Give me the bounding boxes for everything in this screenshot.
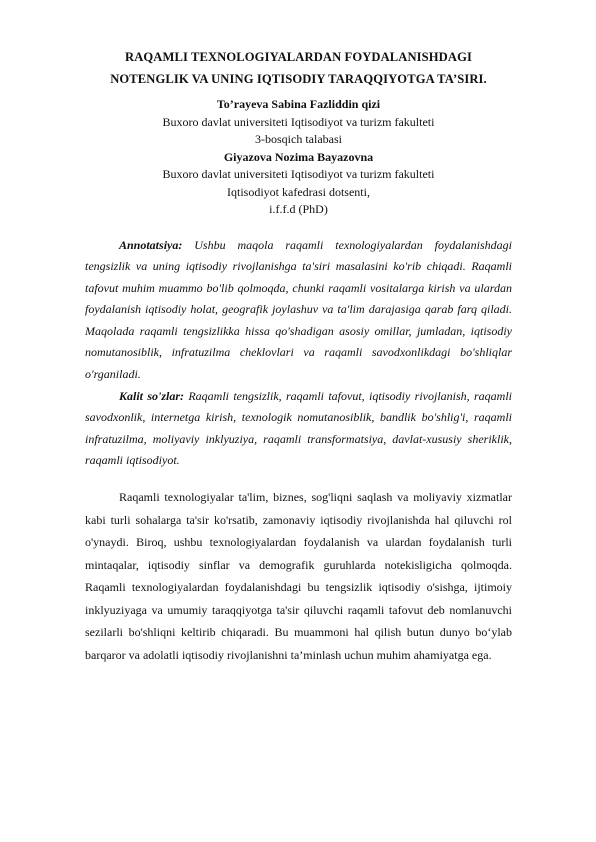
author-name: To’rayeva Sabina Fazliddin qizi	[216, 97, 381, 111]
author-block	[85, 96, 512, 219]
abstract-text: Ushbu maqola raqamli texnologiyalardan foydalanishdagi tengsizlik va uning iqtisodiy rivojlanishga ta'siri masalasini ko'rib chiqadi. Raqamli tafovut muhim muammo bo'lib qolmoqda, chunki raqamli vositalarga kirish va ulardan foydalanish iqtisodiy holat, geografik joylashuv va ta'lim darajasiga qarab farq qiladi. Maqolada raqamli tengsizlikka hissa qo'shadigan asosiy omillar, jumladan, iqtisodiy nomutanosiblik, infratuzilma cheklovlari va raqamli savodxonlikdagi bo'shliqlar o'rganiladi.	[85, 237, 512, 382]
keywords-label: Kalit so'zlar:	[119, 388, 185, 403]
author-position: 3-bosqich talabasi	[255, 132, 342, 146]
title-line-1: RAQAMLI TEXNOLOGIYALARDAN FOYDALANISHDAGI	[125, 50, 472, 64]
author-position: Iqtisodiyot kafedrasi dotsenti,	[227, 184, 370, 199]
keywords-text: Raqamli tengsizlik, raqamli tafovut, iqtisodiy rivojlanish, raqamli savodxonlik, internetga kirish, texnologik nomutanosiblik, bandlik bo'shlig'i, raqamli infratuzilma, moliyaviy inklyuziya, raqamli transformatsiya, davlat-xususiy sheriklik, raqamli iqtisodiyot.	[85, 388, 512, 468]
abstract	[85, 235, 512, 386]
keywords	[85, 386, 512, 472]
abstract-label: Annotatsiya:	[119, 237, 183, 252]
paper-title	[85, 46, 512, 90]
author-affiliation: Buxoro davlat universiteti Iqtisodiyot va turizm fakulteti	[162, 114, 435, 129]
author-degree: i.f.f.d (PhD)	[269, 202, 328, 216]
body-paragraph: Raqamli texnologiyalar ta'lim, biznes, sog'liqni saqlash va moliyaviy xizmatlar kabi turli sohalarga ta'sir ko'rsatib, zamonaviy iqtisodiy rivojlanishda hal qiluvchi rol o'ynaydi. Biroq, ushbu texnologiyalardan foydalanish va ulardan foydalanish turli mintaqalar, iqtisodiy sinflar va demografik guruhlarda notekisligicha qolmoqda. Raqamli texnologiyalardan foydalanishdagi bu tengsizlik iqtisodiy o'sishga, ijtimoiy inklyuziyaga va umumiy taraqqiyotga ta'sir qiluvchi raqamli tafovut deb nomlanuvchi sezilarli bo'shliqni keltirib chiqaradi. Bu muammoni hal qilish butun dunyo bo‘ylab barqaror va adolatli iqtisodiy rivojlanishni ta’minlash uchun muhim ahamiyatga ega.	[85, 490, 512, 662]
author-name: Giyazova Nozima Bayazovna	[223, 149, 374, 164]
document-page	[85, 46, 512, 678]
author-affiliation: Buxoro davlat universiteti Iqtisodiyot va turizm fakulteti	[162, 167, 435, 181]
title-line-2: NOTENGLIK VA UNING IQTISODIY TARAQQIYOTGA TA’SIRI.	[110, 72, 487, 86]
